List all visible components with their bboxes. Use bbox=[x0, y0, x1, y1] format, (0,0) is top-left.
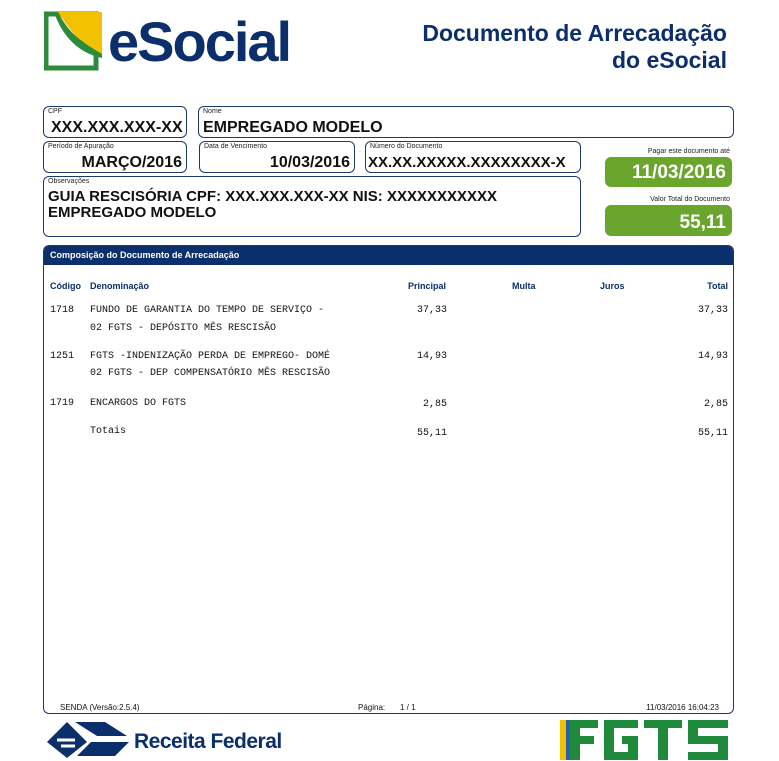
totals-label: Totais bbox=[90, 426, 127, 437]
row-codigo: 1251 bbox=[50, 351, 75, 362]
observacoes-label: Observações bbox=[48, 178, 90, 185]
vencimento-label: Data de Vencimento bbox=[204, 143, 268, 150]
row-total: 2,85 bbox=[703, 399, 728, 410]
pagar-ate-value: 11/03/2016 bbox=[605, 157, 732, 187]
receita-federal-emblem-icon bbox=[45, 716, 131, 760]
composition-title: Composição do Documento de Arrecadação bbox=[50, 250, 240, 260]
row-denominacao-line2: 02 FGTS - DEPÓSITO MÊS RESCISÃO bbox=[90, 323, 277, 334]
row-principal: 14,93 bbox=[416, 351, 447, 362]
row-denominacao-line2: 02 FGTS - DEP COMPENSATÓRIO MÊS RESCISÃO bbox=[90, 368, 331, 379]
numero-documento-label: Número do Documento bbox=[370, 143, 443, 150]
esocial-logo-icon bbox=[44, 10, 104, 72]
fgts-logo-icon bbox=[560, 718, 730, 760]
nome-label: Nome bbox=[203, 108, 222, 115]
row-codigo: 1718 bbox=[50, 305, 75, 316]
col-total: Total bbox=[707, 281, 728, 291]
vencimento-value: 10/03/2016 bbox=[269, 154, 350, 171]
nome-field bbox=[198, 106, 734, 138]
row-total: 14,93 bbox=[697, 351, 728, 362]
pagar-ate-label: Pagar este documento até bbox=[647, 148, 730, 155]
row-principal: 37,33 bbox=[416, 305, 447, 316]
page-label: Página: bbox=[358, 703, 386, 712]
valor-total-value: 55,11 bbox=[605, 205, 732, 236]
col-principal: Principal bbox=[408, 281, 447, 291]
cpf-field bbox=[43, 106, 187, 138]
numero-documento-field bbox=[365, 141, 581, 173]
observacoes-line2: EMPREGADO MODELO bbox=[48, 204, 217, 221]
numero-documento-value: XX.XX.XXXXX.XXXXXXXX-X bbox=[368, 154, 566, 171]
receita-federal-logo-text: Receita Federal bbox=[134, 730, 282, 753]
row-denominacao-line1: ENCARGOS DO FGTS bbox=[90, 398, 187, 409]
document-title-line1: Documento de Arrecadação bbox=[422, 20, 727, 46]
version-text: SENDA (Versão:2.5.4) bbox=[60, 703, 140, 712]
row-denominacao-line1: FUNDO DE GARANTIA DO TEMPO DE SERVIÇO - bbox=[90, 305, 325, 316]
cpf-label: CPF bbox=[48, 108, 62, 115]
col-codigo: Código bbox=[50, 281, 81, 291]
periodo-label: Período de Apuração bbox=[48, 143, 114, 150]
periodo-field bbox=[43, 141, 187, 173]
observacoes-line1: GUIA RESCISÓRIA CPF: XXX.XXX.XXX-XX NIS: XXXXXXXXXXX bbox=[48, 188, 498, 205]
valor-total-label: Valor Total do Documento bbox=[650, 196, 730, 203]
document-title bbox=[422, 20, 727, 74]
totals-total: 55,11 bbox=[697, 428, 728, 439]
row-denominacao-line1: FGTS -INDENIZAÇÃO PERDA DE EMPREGO- DOMÉ bbox=[90, 351, 331, 362]
row-total: 37,33 bbox=[697, 305, 728, 316]
nome-value: EMPREGADO MODELO bbox=[203, 119, 383, 136]
col-juros: Juros bbox=[600, 281, 625, 291]
generated-timestamp: 11/03/2016 16:04:23 bbox=[646, 703, 719, 712]
composition-header-bar bbox=[44, 246, 733, 265]
periodo-value: MARÇO/2016 bbox=[81, 154, 182, 171]
row-principal: 2,85 bbox=[422, 399, 447, 410]
totals-principal: 55,11 bbox=[416, 428, 447, 439]
page-number: 1 / 1 bbox=[400, 703, 416, 712]
esocial-logo-text: eSocial bbox=[108, 10, 291, 73]
row-codigo: 1719 bbox=[50, 398, 75, 409]
col-denominacao: Denominação bbox=[90, 281, 150, 291]
col-multa: Multa bbox=[512, 281, 536, 291]
composition-panel bbox=[43, 245, 734, 714]
observacoes-field bbox=[43, 176, 581, 237]
cpf-value: XXX.XXX.XXX-XX bbox=[51, 119, 183, 136]
document-title-line2: do eSocial bbox=[611, 47, 727, 73]
vencimento-field bbox=[199, 141, 355, 173]
